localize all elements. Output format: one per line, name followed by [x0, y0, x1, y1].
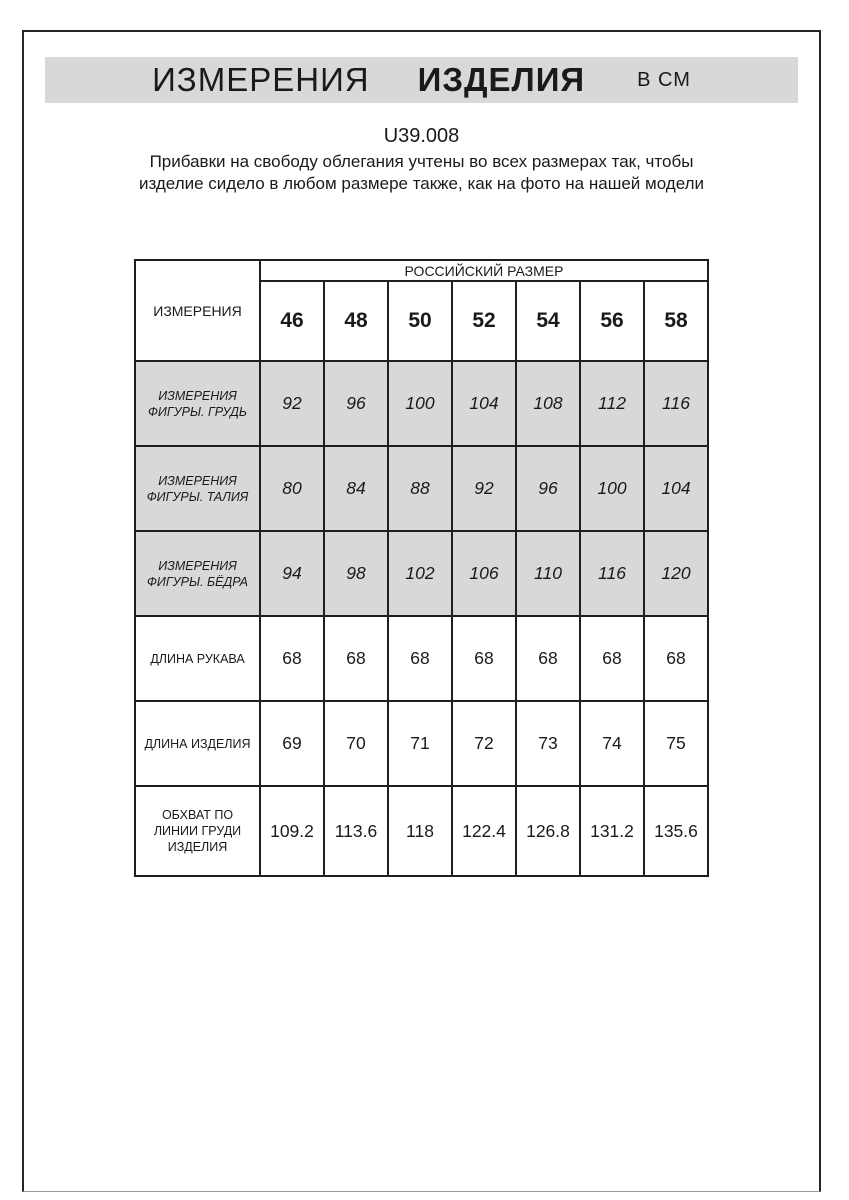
row-value: 98: [324, 531, 388, 616]
row-value: 75: [644, 701, 708, 786]
row-value: 122.4: [452, 786, 516, 876]
row-value: 106: [452, 531, 516, 616]
title-measurements: ИЗМЕРЕНИЯ: [152, 61, 370, 98]
row-value: 116: [580, 531, 644, 616]
table-row: [135, 616, 708, 701]
row-value: 68: [388, 616, 452, 701]
row-value: 120: [644, 531, 708, 616]
row-value: 74: [580, 701, 644, 786]
row-value: 68: [516, 616, 580, 701]
row-value: 88: [388, 446, 452, 531]
row-label: ИЗМЕРЕНИЯ ФИГУРЫ. ТАЛИЯ: [135, 446, 260, 531]
group-header-row: [135, 260, 708, 281]
title-banner: [45, 57, 798, 103]
row-value: 70: [324, 701, 388, 786]
row-value: 80: [260, 446, 324, 531]
title-unit: В СМ: [637, 68, 691, 91]
row-value: 131.2: [580, 786, 644, 876]
table-row: [135, 701, 708, 786]
row-value: 96: [324, 361, 388, 446]
size-header: 48: [324, 281, 388, 361]
row-label: ИЗМЕРЕНИЯ ФИГУРЫ. БЁДРА: [135, 531, 260, 616]
size-table: [134, 259, 709, 877]
row-value: 116: [644, 361, 708, 446]
size-header: 50: [388, 281, 452, 361]
row-value: 100: [388, 361, 452, 446]
size-table-body: [135, 260, 708, 876]
russian-size-header: РОССИЙСКИЙ РАЗМЕР: [260, 260, 708, 281]
row-value: 68: [580, 616, 644, 701]
row-label: ОБХВАТ ПО ЛИНИИ ГРУДИ ИЗДЕЛИЯ: [135, 786, 260, 876]
row-value: 69: [260, 701, 324, 786]
row-value: 135.6: [644, 786, 708, 876]
row-value: 92: [260, 361, 324, 446]
table-row: [135, 531, 708, 616]
row-value: 73: [516, 701, 580, 786]
row-value: 112: [580, 361, 644, 446]
row-value: 104: [452, 361, 516, 446]
table-row: [135, 361, 708, 446]
row-value: 94: [260, 531, 324, 616]
row-label: ИЗМЕРЕНИЯ ФИГУРЫ. ГРУДЬ: [135, 361, 260, 446]
row-label: ДЛИНА ИЗДЕЛИЯ: [135, 701, 260, 786]
size-header: 52: [452, 281, 516, 361]
size-header: 54: [516, 281, 580, 361]
measurements-corner-label: ИЗМЕРЕНИЯ: [135, 260, 260, 361]
row-value: 68: [452, 616, 516, 701]
row-value: 100: [580, 446, 644, 531]
title-product: ИЗДЕЛИЯ: [417, 61, 586, 98]
size-header: 46: [260, 281, 324, 361]
row-value: 68: [260, 616, 324, 701]
row-value: 102: [388, 531, 452, 616]
row-value: 68: [324, 616, 388, 701]
page-frame: [22, 30, 821, 1192]
row-value: 96: [516, 446, 580, 531]
article-code: U39.008: [383, 125, 460, 147]
row-value: 126.8: [516, 786, 580, 876]
row-value: 72: [452, 701, 516, 786]
row-value: 110: [516, 531, 580, 616]
row-value: 113.6: [324, 786, 388, 876]
row-value: 71: [388, 701, 452, 786]
row-value: 108: [516, 361, 580, 446]
row-value: 92: [452, 446, 516, 531]
fit-note: Прибавки на свободу облегания учтены во всех размерах так, чтобы изделие сидело в любом размере также, как на фото на нашей модели: [138, 152, 705, 193]
table-row: [135, 786, 708, 876]
size-header: 56: [580, 281, 644, 361]
row-value: 84: [324, 446, 388, 531]
row-value: 118: [388, 786, 452, 876]
row-value: 104: [644, 446, 708, 531]
row-value: 109.2: [260, 786, 324, 876]
row-value: 68: [644, 616, 708, 701]
table-row: [135, 446, 708, 531]
size-header: 58: [644, 281, 708, 361]
row-label: ДЛИНА РУКАВА: [135, 616, 260, 701]
